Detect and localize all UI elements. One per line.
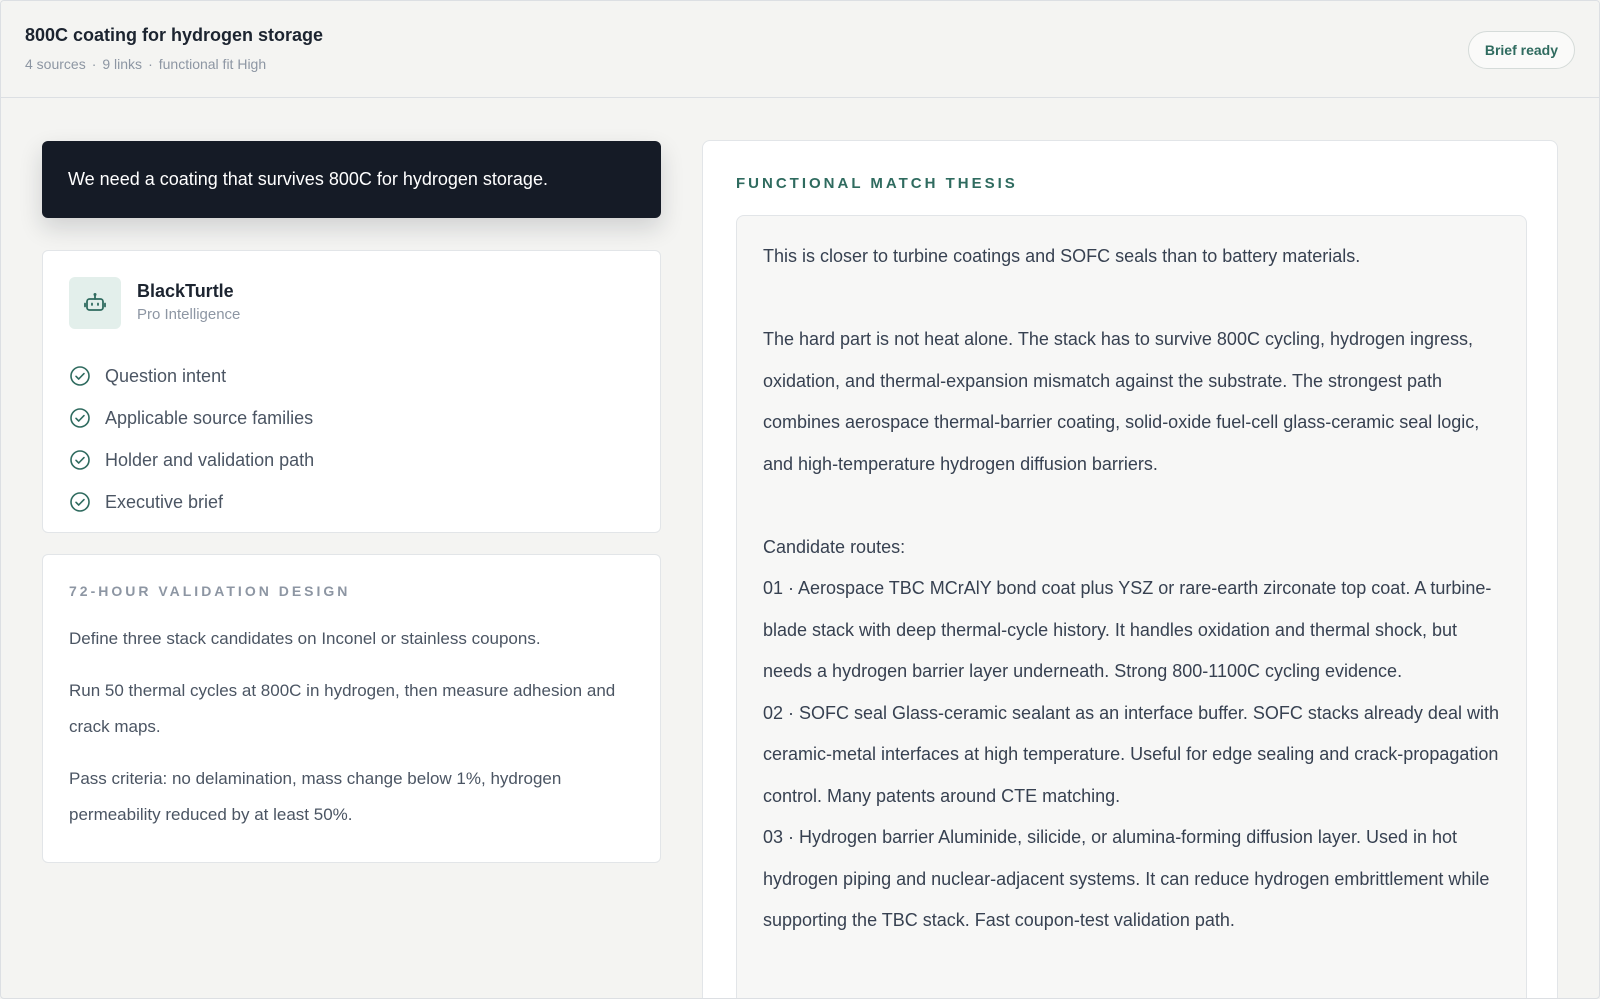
validation-item: Pass criteria: no delamination, mass change below 1%, hydrogen permeability reduced by at least 50%. xyxy=(69,769,562,824)
brief-ready-badge[interactable]: Brief ready xyxy=(1468,31,1575,69)
route-item: 02 · SOFC seal Glass-ceramic sealant as an interface buffer. SOFC stacks already deal with ceramic-metal interfaces at high temperature. Useful for edge sealing and crack-propagation control. Many patents around CTE matching. xyxy=(763,702,1499,806)
step-label: Executive brief xyxy=(105,491,224,512)
validation-item: Run 50 thermal cycles at 800C in hydrogen, then measure adhesion and crack maps. xyxy=(69,681,616,736)
meta-functional-fit: functional fit High xyxy=(158,56,267,72)
routes-heading: Candidate routes: xyxy=(763,536,906,557)
page-title: 800C coating for hydrogen storage xyxy=(25,25,324,45)
thesis-summary: This is closer to turbine coatings and SOFC seals than to battery materials. xyxy=(763,246,1361,266)
thesis-section-label: FUNCTIONAL MATCH THESIS xyxy=(736,175,1018,192)
validation-design-card xyxy=(42,554,661,863)
step-item xyxy=(69,397,314,439)
agent-avatar xyxy=(69,277,121,329)
step-item xyxy=(69,481,314,523)
agent-role: Pro Intelligence xyxy=(137,306,241,323)
meta-sources: 4 sources xyxy=(25,56,86,72)
user-query-bubble: We need a coating that survives 800C for hydrogen storage. xyxy=(42,141,661,218)
step-item xyxy=(69,355,314,397)
meta-separator: · xyxy=(91,56,97,72)
step-item xyxy=(69,439,314,481)
functional-match-thesis-panel xyxy=(702,140,1558,999)
robot-icon xyxy=(83,291,107,315)
route-item: 01 · Aerospace TBC MCrAlY bond coat plus YSZ or rare-earth zirconate top coat. A turbine-blade stack with deep thermal-cycle history. It handles oxidation and thermal shock, but needs a hydrogen barrier layer underneath. Strong 800-1100C cycling evidence. xyxy=(763,578,1492,681)
check-circle-icon xyxy=(69,491,91,513)
route-item: 03 · Hydrogen barrier Aluminide, silicide, or alumina-forming diffusion layer. Used in hot hydrogen piping and nuclear-adjacent systems. It can reduce hydrogen embrittlement while supporting the TBC stack. Fast coupon-test validation path. xyxy=(763,827,1490,930)
step-label: Applicable source families xyxy=(105,407,314,428)
check-circle-icon xyxy=(69,407,91,429)
validation-section-label: 72-HOUR VALIDATION DESIGN xyxy=(69,583,351,599)
check-circle-icon xyxy=(69,449,91,471)
thesis-body xyxy=(736,215,1527,999)
page-header xyxy=(1,1,1600,98)
agent-name: BlackTurtle xyxy=(137,281,234,301)
validation-item-list xyxy=(69,621,634,833)
meta-separator: · xyxy=(148,56,153,72)
page-meta xyxy=(25,56,266,72)
check-circle-icon xyxy=(69,365,91,387)
agent-progress-card xyxy=(42,250,661,533)
meta-links: 9 links xyxy=(102,56,143,72)
validation-item: Define three stack candidates on Inconel or stainless coupons. xyxy=(69,629,541,648)
thesis-detail: The hard part is not heat alone. The stack has to survive 800C cycling, hydrogen ingress, oxidation, and thermal-expansion mismatch against the substrate. The strongest path combines aerospace thermal-barrier coating, solid-oxide fuel-cell glass-ceramic seal logic, and high-temperature hydrogen diffusion barriers. xyxy=(763,329,1480,474)
step-label: Holder and validation path xyxy=(105,449,315,470)
step-label: Question intent xyxy=(105,365,227,386)
agent-step-list xyxy=(69,355,314,523)
